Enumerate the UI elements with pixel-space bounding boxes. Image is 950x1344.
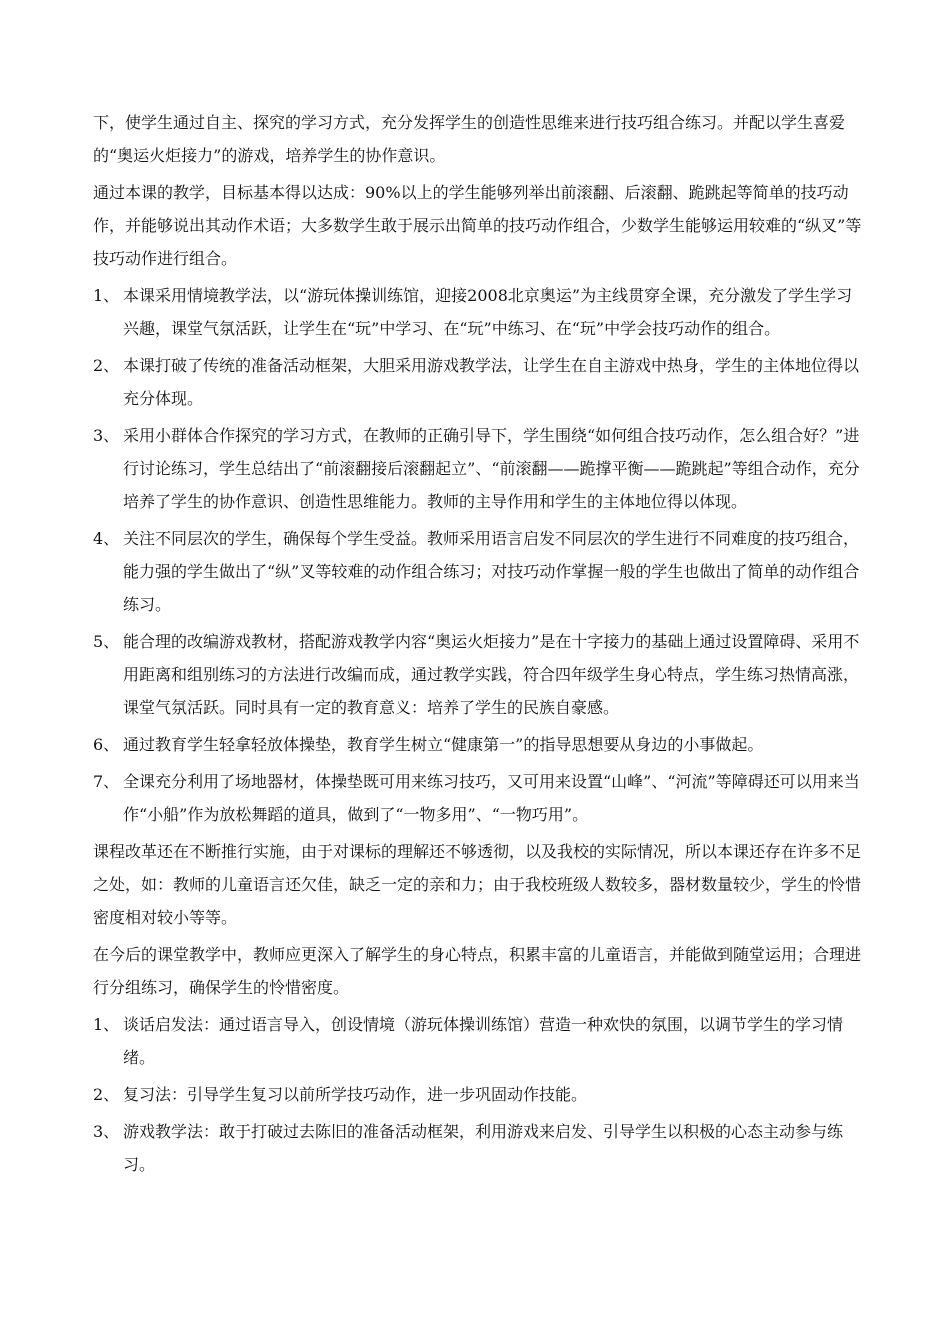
list-text: 通过教育学生轻拿轻放体操垫，教育学生树立“健康第一”的指导思想要从身边的小事做起。 bbox=[123, 735, 764, 754]
list-text: 本课采用情境教学法，以“游玩体操训练馆，迎接2008北京奥运”为主线贯穿全课，充分激发了学生学习兴趣，课堂气氛活跃，让学生在“玩”中学习、在“玩”中练习、在“玩”中学会技巧动作的组合。 bbox=[123, 286, 853, 338]
method-list bbox=[93, 1008, 863, 1181]
list-text: 谈话启发法：通过语言导入，创设情境（游玩体操训练馆）营造一种欢快的氛围，以调节学生的学习情绪。 bbox=[123, 1015, 844, 1067]
list-number: 3、 bbox=[93, 426, 120, 445]
list-number: 6、 bbox=[93, 735, 120, 754]
list-text: 采用小群体合作探究的学习方式，在教师的正确引导下，学生围绕“如何组合技巧动作，怎么组合好？”进行讨论练习，学生总结出了“前滚翻接后滚翻起立”、“前滚翻——跪撑平衡——跪跳起”等组合动作，充分培养了学生的协作意识、创造性思维能力。教师的主导作用和学生的主体地位得以体现。 bbox=[123, 426, 860, 511]
intro-paragraph-1: 下，使学生通过自主、探究的学习方式，充分发挥学生的创造性思维来进行技巧组合练习。并配以学生喜爱的“奥运火炬接力”的游戏，培养学生的协作意识。 bbox=[93, 113, 846, 165]
evaluation-list bbox=[93, 279, 863, 831]
intro-paragraph-2: 通过本课的教学，目标基本得以达成：90%以上的学生能够列举出前滚翻、后滚翻、跪跳起等简单的技巧动作，并能够说出其动作术语；大多数学生敢于展示出简单的技巧动作组合，少数学生能够运用较难的“纵叉”等技巧动作进行组合。 bbox=[93, 183, 862, 268]
list-number: 4、 bbox=[93, 529, 120, 548]
list-item bbox=[93, 625, 863, 724]
list-item bbox=[93, 1078, 863, 1111]
list-item bbox=[93, 279, 863, 345]
list-text: 复习法：引导学生复习以前所学技巧动作，进一步巩固动作技能。 bbox=[123, 1085, 588, 1104]
list-number: 7、 bbox=[93, 772, 120, 791]
list-item bbox=[93, 765, 863, 831]
list-number: 2、 bbox=[93, 1085, 120, 1104]
list-item bbox=[93, 1115, 863, 1181]
list-item bbox=[93, 728, 863, 761]
list-number: 1、 bbox=[93, 286, 120, 305]
list-text: 全课充分利用了场地器材，体操垫既可用来练习技巧，又可用来设置“山峰”、“河流”等障碍还可以用来当作“小船”作为放松舞蹈的道具，做到了“一物多用”、“一物巧用”。 bbox=[123, 772, 860, 824]
list-item bbox=[93, 419, 863, 518]
list-number: 2、 bbox=[93, 356, 120, 375]
list-item bbox=[93, 1008, 863, 1074]
reflection-paragraph-2: 在今后的课堂教学中，教师应更深入了解学生的身心特点，积累丰富的儿童语言，并能做到随堂运用；合理进行分组练习，确保学生的怜惜密度。 bbox=[93, 945, 862, 997]
list-text: 能合理的改编游戏教材，搭配游戏教学内容“奥运火炬接力”是在十字接力的基础上通过设置障碍、采用不用距离和组别练习的方法进行改编而成，通过教学实践，符合四年级学生身心特点，学生练习热情高涨，课堂气氛活跃。同时具有一定的教育意义：培养了学生的民族自豪感。 bbox=[123, 632, 860, 717]
list-number: 3、 bbox=[93, 1122, 120, 1141]
list-text: 游戏教学法：敢于打破过去陈旧的准备活动框架，利用游戏来启发、引导学生以积极的心态主动参与练习。 bbox=[123, 1122, 844, 1174]
reflection-paragraph-1: 课程改革还在不断推行实施，由于对课标的理解还不够透彻，以及我校的实际情况，所以本课还存在许多不足之处，如：教师的儿童语言还欠佳，缺乏一定的亲和力；由于我校班级人数较多，器材数量较少，学生的怜惜密度相对较小等等。 bbox=[93, 842, 862, 927]
list-text: 本课打破了传统的准备活动框架，大胆采用游戏教学法，让学生在自主游戏中热身，学生的主体地位得以充分体现。 bbox=[123, 356, 860, 408]
list-number: 1、 bbox=[93, 1015, 120, 1034]
list-number: 5、 bbox=[93, 632, 120, 651]
list-item bbox=[93, 522, 863, 621]
list-item bbox=[93, 349, 863, 415]
document-page bbox=[93, 106, 863, 1185]
list-text: 关注不同层次的学生，确保每个学生受益。教师采用语言启发不同层次的学生进行不同难度的技巧组合，能力强的学生做出了“纵”叉等较难的动作组合练习；对技巧动作掌握一般的学生也做出了简单的动作组合练习。 bbox=[123, 529, 860, 614]
